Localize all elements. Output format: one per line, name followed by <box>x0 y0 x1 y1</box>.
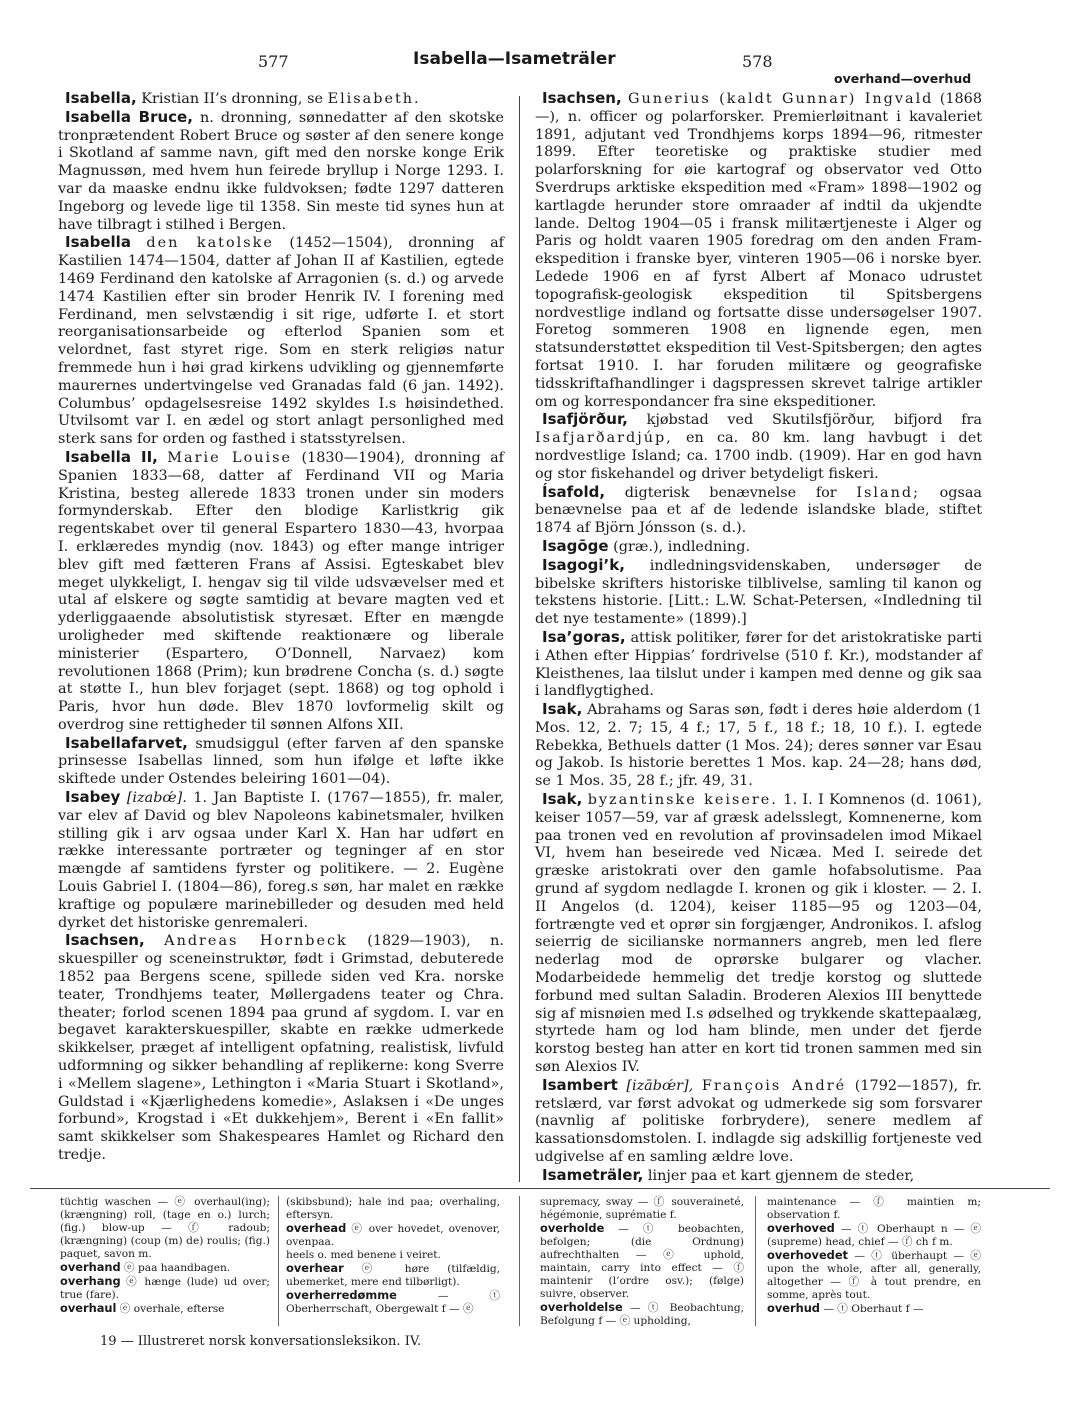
encyclopedia-entry <box>58 449 504 735</box>
entry-text: en ca. 80 km. lang havbugt i det nordvestlige Island; ca. 1700 indb. (1909). Har en god havn og stor fiskehandel og driver betydeligt fiskeri. <box>535 430 983 482</box>
encyclopedia-entry <box>535 90 982 411</box>
entry-headword: Isambert <box>542 1075 618 1094</box>
footnote-entry: overhear ⓔ høre (tilfældig, ubemerket, mere end tilbørligt). <box>286 1261 500 1288</box>
page-number-left: 577 <box>258 52 289 71</box>
entry-headword: Isachsen, <box>542 89 622 107</box>
entry-text: attisk politiker, fører for det aristokratiske parti i Athen efter Hippias’ fordrivelse (510 f. Kr.), modstander af Kleisthenes, laa tilslut under i kampen med denne og gik saa i landflygtighed. <box>535 629 983 700</box>
footnote-entry: overherredømme — ⓣ Oberherrschaft, Obergewalt f — ⓔ <box>286 1288 500 1315</box>
entry-headword: Isa’goras, <box>542 627 626 646</box>
encyclopedia-entry <box>58 932 504 1164</box>
entry-text: 1. Jan Baptiste I. (1767—1855), fr. maler, var elev af David og blev Napoleons kabinetsmaler, hvilken stilling gik i arv ogsaa under Karl X. Han har udført en række interessante portræter og tegninger af en stor mængde af samtidens fyrster og politikere. — 2. Eugène Louis Gabriel I. (1804—86), foreg.s søn, har malet en række kraftige og populære marinebilleder og desuden med held dyrket det historiske genremaleri. <box>58 790 505 931</box>
entry-headword: Isameträler, <box>542 1165 644 1184</box>
entry-spaced-name: Gunerius (kaldt Gunnar) Ingvald <box>628 91 934 107</box>
footnote-headword: overhead <box>286 1221 347 1235</box>
encyclopedia-entry <box>58 234 504 449</box>
footnote-headword: overholdelse <box>540 1300 623 1314</box>
footnote-entry: maintenance — ⓕ maintien m; observation f. <box>767 1196 981 1221</box>
footnote-headword: overhang <box>60 1274 121 1288</box>
footnote-headword: overhaul <box>60 1301 117 1315</box>
footnote-column-1 <box>60 1196 270 1316</box>
footnote-entry: overhoved — ⓣ Oberhaupt n — ⓔ (supreme) head, chief — ⓕ ch f m. <box>767 1221 981 1248</box>
entry-headword: Isagogi’k, <box>542 555 625 574</box>
entry-text: smudsiggul (efter farven af den spanske prinsesse Isabellas linned, som hun ifølge et løfte ikke skiftede under Ostendes beleiring 1601—04). <box>58 735 504 788</box>
entry-headword: Isabella Bruce, <box>65 107 193 126</box>
entry-spaced-name: den katolske <box>146 235 274 252</box>
footnote-rule <box>519 1196 520 1326</box>
entry-headword: Isak, <box>542 700 583 719</box>
footnote-entry: overholdelse — ⓣ Beobachtung, Befolgung f — ⓔ upholding, <box>540 1300 744 1327</box>
footnote-entry: overhovedet — ⓣ überhaupt — ⓔ upon the whole, after all, generally, altogether — ⓕ à tout prendre, en somme, après tout. <box>767 1248 981 1301</box>
footnote-entry: overhang ⓔ hænge (lude) ud over; true (fare). <box>60 1274 270 1301</box>
footnote-column-3 <box>540 1196 744 1328</box>
entry-spaced-name: byzantinske keisere. <box>587 792 778 809</box>
left-column <box>58 90 504 1165</box>
entry-text: (1829—1903), n. skuespiller og sceneinstruktør, født i Grimstad, debuterede 1852 paa Bergens scene, spillede siden ved Kra. norske teater, Trondhjems teater, Møllergadens teater og Chra. theater; forlod scenen 1894 paa grund af sygdom. I. var en begavet karakterskuespiller, skabte en række udmerkede skikkelser, præget af intelligent opfatning, realistisk, livfuld udformning og sikker behandling af replikerne: kong Sverre i «Mellem slagene», Lethington i «Maria Stuart i Skotland», Guldstad i «Kjærlighedens komedie», Aslaksen i «De unges forbund», Krogstad i «Et dukkehjem», Berent i «En fallit» samt skikkelser som Shakespeares Hamlet og Richard den tredje. <box>58 933 505 1164</box>
encyclopedia-entry <box>58 109 504 235</box>
entry-text: n. dronning, sønnedatter af den skotske tronprætendent Robert Bruce og søster af den senere konge i Skotland af samme navn, gift med den norske konge Erik Magnussøn, med hvem hun feirede bryllup i Norge 1293. I. var da maaske endnu ikke fuldvoksen; fødte 1297 datteren Ingeborg og levede lige til 1358. Sin meste tid synes hun at have tilbragt i stilhed i Bergen. <box>58 109 505 233</box>
footnote-column-2 <box>286 1196 500 1316</box>
footnote-entry: overholde — ⓣ beobachten, befolgen; (die Ordnung) aufrechthalten — ⓔ uphold, maintain, carry into effect — ⓕ maintenir (l’ordre osv.); (følge) suivre, observer. <box>540 1221 744 1300</box>
entry-text: Kristian II’s dronning, se <box>141 91 323 107</box>
entry-text: digterisk benævnelse for <box>624 484 837 501</box>
encyclopedia-entry <box>58 735 504 789</box>
entry-spaced-name: François André <box>701 1077 847 1094</box>
encyclopedia-entry <box>535 1077 982 1167</box>
footnote-entry: overhud — ⓣ Oberhaut f — <box>767 1301 924 1315</box>
entry-headword: Isabella II, <box>65 447 158 466</box>
entry-headword: Isagōge <box>542 536 609 555</box>
footnote-headword: overhand <box>60 1260 121 1274</box>
encyclopedia-entry <box>58 789 504 932</box>
entry-text: 1. I. I Komnenos (d. 1061), keiser 1057—59, var af græsk adelsslegt, Komnenerne, kom paa tronen ved en revolution af provinsadelen imod Mikael VI, hvem han beseirede ved Nicæa. Med I. seirede det græske aristokrati over den gamle hofabsolutisme. Paa grund af sygdom nedlagde I. kronen og gik i kloster. — 2. I. II Angelos (d. 1204), keiser 1185—95 og 1203—04, fortrængte ved et oprør sin forgjænger, Andronikos. I. afslog seierrig de sicilianske normanners angreb, men led flere nederlag mod de oprørske bulgarer og vlacher. Modarbeidede hemmelig det tredje korstog og sluttede forbund med sultan Saladin. Broderen Alexios III benyttede sig af misnøien med I.s ødselhed og trykkende skattepaalæg, styrtede ham og lod ham blinde, men under det fjerde korstog besteg han atter en kort tid tronen sammen med sin søn Alexios IV. <box>535 792 982 1076</box>
entry-text: (1868—), n. officer og polarforsker. Premierløitnant i kavaleriet 1891, adjutant ved Trondhjems korps 1894—96, ritmester 1899. Efter teoretiske og praktiske studier med polarforskning for øie kartograf og observator ved Otto Sverdrups arktiske ekspedition med «Fram» 1898—1902 og kartlagde herunder store omraader af indtil da ukjendte lande. Deltog 1904—05 i fransk militærtjeneste i Alger og Paris og holdt vaaren 1905 foredrag om den anden Fram-ekspedition i franske byer, vinteren 1905—06 i norske byer. Ledede 1906 en af fyrst Albert af Monaco udrustet topografisk-geologisk ekspedition til Spitsbergens nordvestlige indland og fortsatte disse undersøgelser 1907. Foretog sommeren 1908 en lignende egen, men statsunderstøttet ekspedition til Vest-Spitsbergen; den agtes fortsat 1910. I. har foruden militære og geografiske tidsskriftafhandlinger i dagspressen skrevet talrige artikler om og korrespondancer fra sine ekspeditioner. <box>535 91 982 410</box>
entry-headword: Isabey <box>65 788 121 807</box>
right-column <box>535 90 982 1186</box>
entry-text: kjøbstad ved Skutilsfjörður, bifjord fra <box>646 412 982 429</box>
entry-headword: Isabellafarvet, <box>65 733 188 752</box>
entry-headword: Isabella, <box>65 89 137 107</box>
footnote-rule <box>278 1196 279 1326</box>
printer-signature: 19 — Illustreret norsk konversationsleksikon. IV. <box>100 1334 422 1349</box>
encyclopedia-entry <box>535 538 982 557</box>
entry-text: (1830—1904), dronning af Spanien 1833—68, datter af Ferdinand VII og Maria Kristina, besteg allerede 1833 tronen under sin moders formynderskab. Efter den blodige Karlistkrig gik regentskabet over til general Espartero 1830—43, hvorpaa I. erklæredes myndig (nov. 1843) og efter mange intriger blev gift med fætteren Frans af Assisi. Egteskabet blev meget ulykkeligt, I. hengav sig til vilde udsvævelser med et utal af elskere og søgte samtidig at bevare magten ved et yderliggaaende absolutistisk styresæt. Efter en mængde uroligheder med skiftende reaktionære og liberale ministerier (Espartero, O’Donnell, Narvaez) kom revolutionen 1868 (Prim); kun brødrene Concha (s. d.) søgte at støtte I., hun blev forjaget (sept. 1868) og tog ophold i Paris, hvor hun døde. Blev 1870 lovformelig skilt og overdrog sine rettigheder til sønnen Alfons XII. <box>58 449 505 733</box>
entry-spaced-name: Isafjarðardjúp, <box>535 430 673 447</box>
entry-pronunciation: [izabœ́]. <box>126 790 187 807</box>
footnote-headword: overhoved <box>767 1221 835 1235</box>
entry-spaced-name: Elisabeth. <box>327 91 421 107</box>
footnote-headword: overholde <box>540 1221 605 1235</box>
running-head: Isabella—Isameträler <box>413 49 616 69</box>
entry-text: linjer paa et kart gjennem de steder, <box>647 1167 915 1184</box>
footnote-headword: overherredømme <box>286 1288 397 1302</box>
encyclopedia-entry <box>535 629 982 701</box>
entry-text: (græ.), indledning. <box>613 538 751 555</box>
footnote-headword: overhovedet <box>767 1248 849 1262</box>
entry-headword: Isabella <box>65 233 131 252</box>
footnote-entry: tüchtig waschen — ⓔ overhaul(ing); (krængning) roll, (tage en o.) lurch; (fig.) blow-up — ⓕ radoub; (krængning) (coup (m) de) roulis; (fig.) paquet, savon m. <box>60 1196 270 1260</box>
footnote-entry: overhead ⓔ over hovedet, ovenover, ovenpaa. <box>286 1221 500 1248</box>
encyclopedia-entry <box>535 411 982 483</box>
entry-pronunciation: [izābœ́r], <box>626 1077 694 1094</box>
footnote-divider <box>30 1188 1050 1189</box>
entry-spaced-name: Marie Louise <box>167 449 293 466</box>
footnote-entry: overhand ⓔ paa haandbagen. <box>60 1260 231 1274</box>
entry-text: ogsaa benævnelse paa et af de ledende islandske blade, stiftet 1874 af Björn Jónsson (s. d.). <box>535 484 982 537</box>
entry-headword: Isachsen, <box>65 931 145 950</box>
entry-spaced-name: Andreas Hornbeck <box>164 933 348 950</box>
encyclopedia-entry <box>535 484 982 538</box>
column-divider <box>519 96 520 1182</box>
entry-text: (1452—1504), dronning af Kastilien 1474—1504, datter af Johan II af Kastilien, egtede 1469 Ferdinand den katolske af Arragonien (s. d.) og arvede 1474 Kastilien efter sin broder Henrik IV. I forening med Ferdinand, men selvstændig i sit rige, udførte I. et stort reorganisationsarbeide og efterlod Spanien som et velordnet, fast styret rige. Som en sterk religiøs natur fremmede hun i høi grad kirkens udvikling og gjennemførte maurernes undertvingelse ved Granadas fald (6 jan. 1492). Columbus’ opdagelsesreise 1492 skyldes I.s høisindethed. Utvilsomt var I. en ædel og stort anlagt personlighed med sterk sans for orden og fasthed i statsstyrelsen. <box>58 235 504 448</box>
encyclopedia-entry <box>535 1167 982 1186</box>
page-number-right: 578 <box>742 52 773 71</box>
footnote-rule <box>755 1196 756 1326</box>
entry-headword: Isak, <box>542 790 583 809</box>
entry-text: indledningsvidenskaben, undersøger de bibelske skrifters historiske tilblivelse, samling til kanon og tekstens historie. [Litt.: L.W. Schat-Petersen, «Indledning til det nye testamente» (1899).] <box>535 557 983 628</box>
encyclopedia-entry <box>535 557 982 629</box>
footnote-guide-words: overhand—overhud <box>834 71 972 86</box>
encyclopedia-entry <box>58 90 504 109</box>
entry-text: (1792—1857), fr. retslærd, var først advokat og udmerkede sig som forsvarer (navnlig af politiske forbrydere), senere medlem af kassationsdomstolen. I. indlagde sig adskillig fortjeneste ved udgivelse af en samling ældre love. <box>535 1077 983 1166</box>
footnote-headword: overhud <box>767 1301 820 1315</box>
footnote-entry: overhaul ⓔ overhale, efterse <box>60 1301 225 1315</box>
footnote-entry: heels o. med benene i veiret. <box>286 1249 441 1261</box>
footnote-headword: overhear <box>286 1261 344 1275</box>
footnote-column-4 <box>767 1196 981 1316</box>
footnote-entry: supremacy, sway — ⓕ souveraineté, hégémonie, suprématie f. <box>540 1196 744 1221</box>
encyclopedia-entry <box>535 791 982 1077</box>
footnote-entry: (skibsbund); hale ind paa; overhaling, eftersyn. <box>286 1196 500 1221</box>
entry-headword: Ísafold, <box>542 482 606 501</box>
encyclopedia-entry <box>535 701 982 791</box>
entry-headword: Isafjörður, <box>542 410 628 429</box>
entry-text: Abrahams og Saras søn, født i deres høie alderdom (1 Mos. 12, 2. 7; 15, 4 f.; 17, 5 f., 18 f.; 18, 10 f.). I. egtede Rebekka, Bethuels datter (1 Mos. 24); deres sønner var Esau og Jakob. Is historie berettes 1 Mos. kap. 24—28; hans død, se 1 Mos. 35, 28 f.; jfr. 49, 31. <box>535 702 982 790</box>
entry-spaced-name: Island; <box>856 484 920 501</box>
